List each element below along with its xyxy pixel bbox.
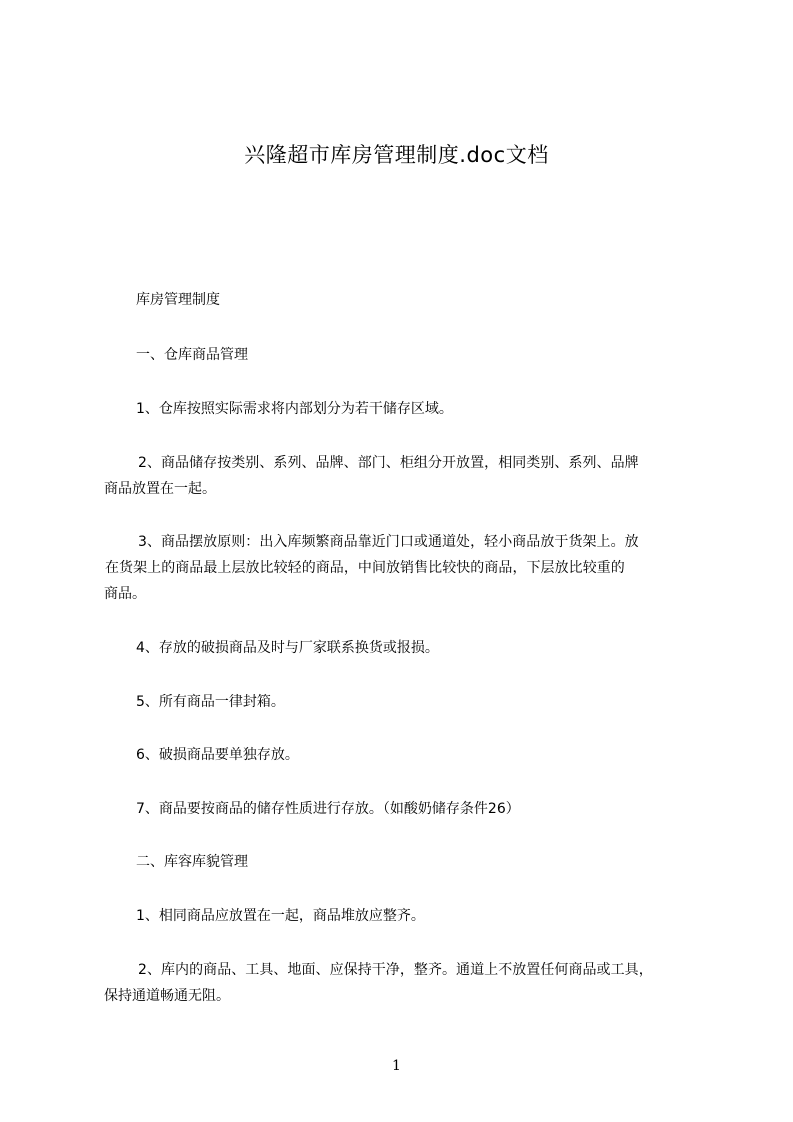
document-title: 兴隆超市库房管理制度.doc文档 bbox=[244, 143, 549, 167]
paragraph: 保持通道畅通无阻。 bbox=[104, 988, 230, 1004]
paragraph: 商品放置在一起。 bbox=[104, 481, 216, 497]
document-heading: 库房管理制度 bbox=[136, 292, 220, 308]
paragraph: 5、所有商品一律封箱。 bbox=[136, 694, 285, 710]
paragraph: 2、商品储存按类别、系列、品牌、部门、柜组分开放置，相同类别、系列、品牌 bbox=[138, 455, 639, 471]
paragraph: 在货架上的商品最上层放比较轻的商品，中间放销售比较快的商品，下层放比较重的 bbox=[105, 560, 625, 576]
paragraph: 1、仓库按照实际需求将内部划分为若干储存区域。 bbox=[136, 401, 453, 417]
paragraph: 6、破损商品要单独存放。 bbox=[136, 747, 299, 763]
page-number: 1 bbox=[392, 1058, 401, 1074]
paragraph: 2、库内的商品、工具、地面、应保持干净，整齐。通道上不放置任何商品或工具， bbox=[138, 962, 653, 978]
paragraph: 7、商品要按商品的储存性质进行存放。（如酸奶储存条件26） bbox=[136, 801, 520, 817]
paragraph: 1、相同商品应放置在一起，商品堆放应整齐。 bbox=[136, 908, 425, 924]
section-title: 二、库容库貌管理 bbox=[136, 854, 248, 870]
paragraph: 4、存放的破损商品及时与厂家联系换货或报损。 bbox=[136, 640, 439, 656]
section-title: 一、仓库商品管理 bbox=[136, 347, 248, 363]
paragraph: 商品。 bbox=[104, 586, 146, 602]
paragraph: 3、商品摆放原则：出入库频繁商品靠近门口或通道处，轻小商品放于货架上。放 bbox=[138, 534, 639, 550]
